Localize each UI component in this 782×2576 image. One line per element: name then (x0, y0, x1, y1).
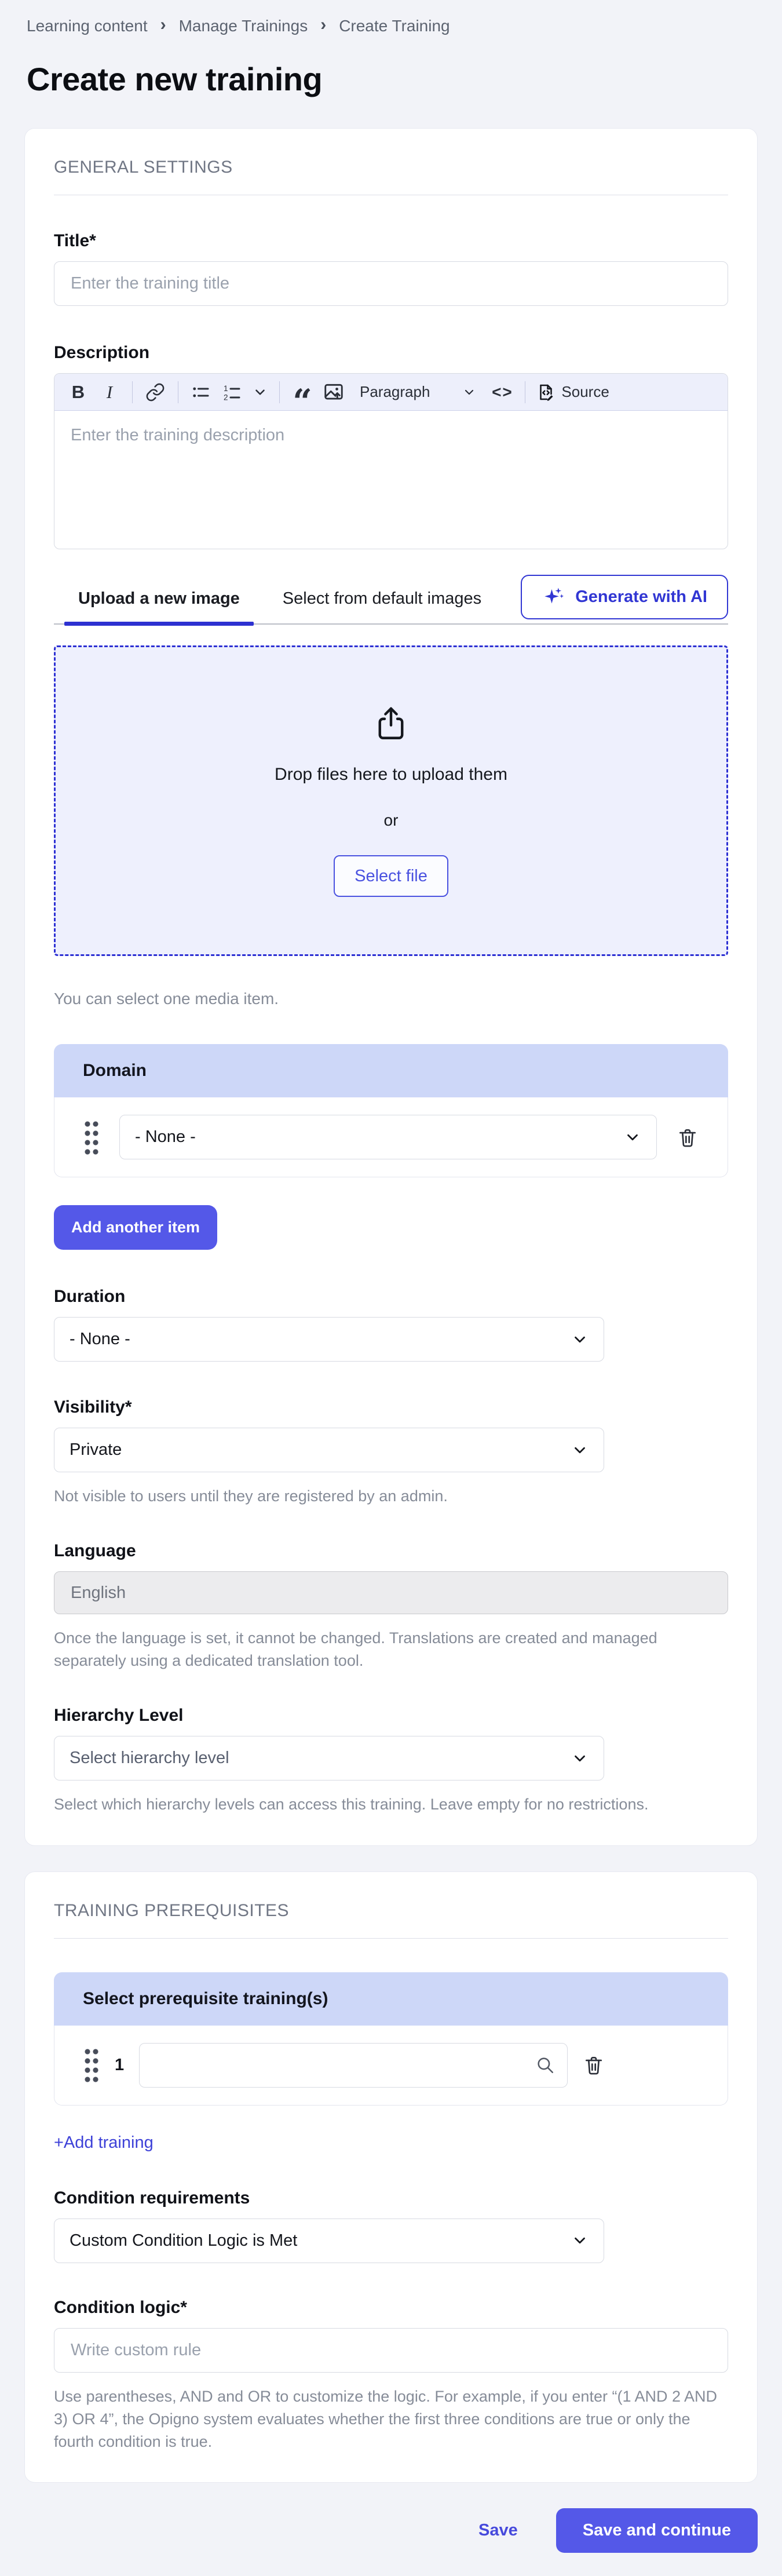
description-editor-area[interactable]: Enter the training description (71, 426, 285, 444)
breadcrumb-manage-trainings[interactable]: Manage Trainings (178, 17, 308, 35)
bold-icon[interactable]: B (71, 381, 85, 402)
domain-table-header: Domain (54, 1044, 728, 1097)
hierarchy-level-select[interactable] (54, 1736, 604, 1780)
breadcrumb-create-training[interactable]: Create Training (339, 17, 450, 35)
page-title: Create new training (27, 61, 323, 97)
duration-select[interactable] (54, 1317, 604, 1362)
hierarchy-helper-text: Select which hierarchy levels can access this training. Leave empty for no restrictions. (54, 1796, 649, 1814)
language-value: English (71, 1583, 126, 1602)
or-text: or (383, 811, 399, 829)
domain-table-body (54, 1097, 728, 1177)
upload-icon (372, 705, 410, 743)
general-settings-card (24, 128, 758, 1846)
title-label: Title* (54, 231, 96, 250)
source-button[interactable] (535, 382, 609, 403)
hierarchy-level-placeholder: Select hierarchy level (70, 1749, 229, 1768)
description-editor (54, 373, 728, 549)
title-input[interactable] (54, 261, 728, 306)
source-button-label: Source (561, 383, 609, 400)
delete-domain-button[interactable] (677, 1126, 699, 1148)
training-prerequisites-card (24, 1871, 758, 2483)
breadcrumb-separator-icon: › (160, 15, 166, 34)
tab-select-default-images[interactable]: Select from default images (282, 589, 482, 608)
condition-logic-helper-text: Use parentheses, AND and OR to customize the logic. For example, if you enter “(1 AND 2 AND 3) OR 4”, the Opigno system evaluates whether the first three conditions are true or only the fourth condition is true. (54, 2387, 718, 2450)
generate-with-ai-button[interactable] (521, 575, 728, 619)
breadcrumb-learning-content[interactable]: Learning content (27, 17, 148, 35)
visibility-helper-text: Not visible to users until they are registered by an admin. (54, 1487, 448, 1505)
svg-text:1: 1 (224, 384, 228, 393)
drag-handle-icon[interactable] (83, 2047, 100, 2083)
visibility-select-value: Private (70, 1440, 122, 1459)
chevron-down-icon (571, 1750, 589, 1767)
prerequisite-row (83, 2043, 699, 2088)
chevron-down-icon (571, 1442, 589, 1459)
condition-requirements-label: Condition requirements (54, 2188, 250, 2208)
visibility-label: Visibility* (54, 1398, 132, 1417)
prerequisites-table-header: Select prerequisite training(s) (54, 1972, 728, 2026)
condition-requirements-value: Custom Condition Logic is Met (70, 2231, 298, 2250)
trash-icon (583, 2054, 605, 2076)
list-options-chevron-icon[interactable] (250, 378, 270, 406)
section-divider (54, 1938, 728, 1939)
domain-select-value: - None - (135, 1128, 196, 1146)
prerequisite-search-input[interactable] (139, 2043, 568, 2088)
save-and-continue-button[interactable]: Save and continue (556, 2508, 758, 2553)
general-settings-section-title: GENERAL SETTINGS (54, 158, 233, 177)
media-helper-text: You can select one media item. (54, 990, 279, 1008)
footer-actions (24, 2508, 758, 2553)
sparkles-icon (542, 585, 566, 610)
paragraph-dropdown[interactable] (352, 383, 484, 401)
drag-handle-icon[interactable] (83, 1119, 100, 1155)
trash-icon (677, 1126, 699, 1148)
chevron-down-icon (571, 1331, 589, 1348)
delete-prerequisite-button[interactable] (583, 2054, 605, 2076)
visibility-select[interactable] (54, 1428, 604, 1472)
hierarchy-level-label: Hierarchy Level (54, 1706, 184, 1725)
blockquote-icon[interactable]: “ (293, 381, 312, 421)
select-file-button[interactable]: Select file (334, 855, 448, 897)
italic-icon[interactable]: I (106, 381, 113, 402)
toolbar-divider (132, 381, 133, 403)
svg-text:2: 2 (224, 393, 228, 402)
condition-requirements-select[interactable] (54, 2219, 604, 2263)
generate-with-ai-label: Generate with AI (575, 588, 707, 606)
paragraph-dropdown-label: Paragraph (360, 383, 430, 400)
language-helper-text: Once the language is set, it cannot be changed. Translations are created and managed separately using a dedicated translation tool. (54, 1629, 657, 1670)
prerequisites-table-body (54, 2026, 728, 2106)
breadcrumb-separator-icon: › (320, 15, 327, 34)
tab-upload-new-image[interactable]: Upload a new image (64, 589, 254, 623)
drop-files-text: Drop files here to upload them (275, 765, 507, 784)
language-input-disabled (54, 1571, 728, 1614)
file-dropzone[interactable] (54, 645, 728, 956)
domain-select[interactable] (119, 1115, 657, 1159)
image-tabs-row (54, 578, 728, 625)
domain-table (54, 1044, 728, 1177)
description-label: Description (54, 343, 150, 362)
condition-logic-input[interactable] (54, 2328, 728, 2373)
chevron-down-icon (624, 1129, 641, 1146)
prerequisite-row-number: 1 (115, 2055, 125, 2074)
duration-select-value: - None - (70, 1330, 130, 1348)
editor-toolbar (54, 374, 728, 421)
prerequisite-search (139, 2043, 568, 2088)
chevron-down-icon (462, 385, 476, 399)
add-another-item-button[interactable]: Add another item (54, 1205, 217, 1250)
condition-logic-label: Condition logic* (54, 2297, 187, 2317)
prerequisites-table (54, 1972, 728, 2106)
breadcrumb (24, 16, 758, 36)
domain-row (83, 1115, 699, 1159)
add-training-link[interactable]: +Add training (54, 2133, 154, 2152)
toolbar-divider (279, 381, 280, 403)
numbered-list-icon[interactable] (219, 378, 246, 406)
save-button[interactable]: Save (478, 2520, 518, 2539)
language-label: Language (54, 1541, 136, 1561)
chevron-down-icon (571, 2232, 589, 2249)
link-icon[interactable] (142, 378, 169, 406)
source-icon (535, 382, 556, 403)
image-upload-icon[interactable] (320, 378, 347, 406)
code-icon[interactable]: <> (492, 382, 513, 401)
search-icon (535, 2055, 555, 2075)
training-prerequisites-section-title: TRAINING PREREQUISITES (54, 1900, 290, 1920)
duration-label: Duration (54, 1287, 126, 1306)
bulleted-list-icon[interactable] (188, 378, 214, 406)
